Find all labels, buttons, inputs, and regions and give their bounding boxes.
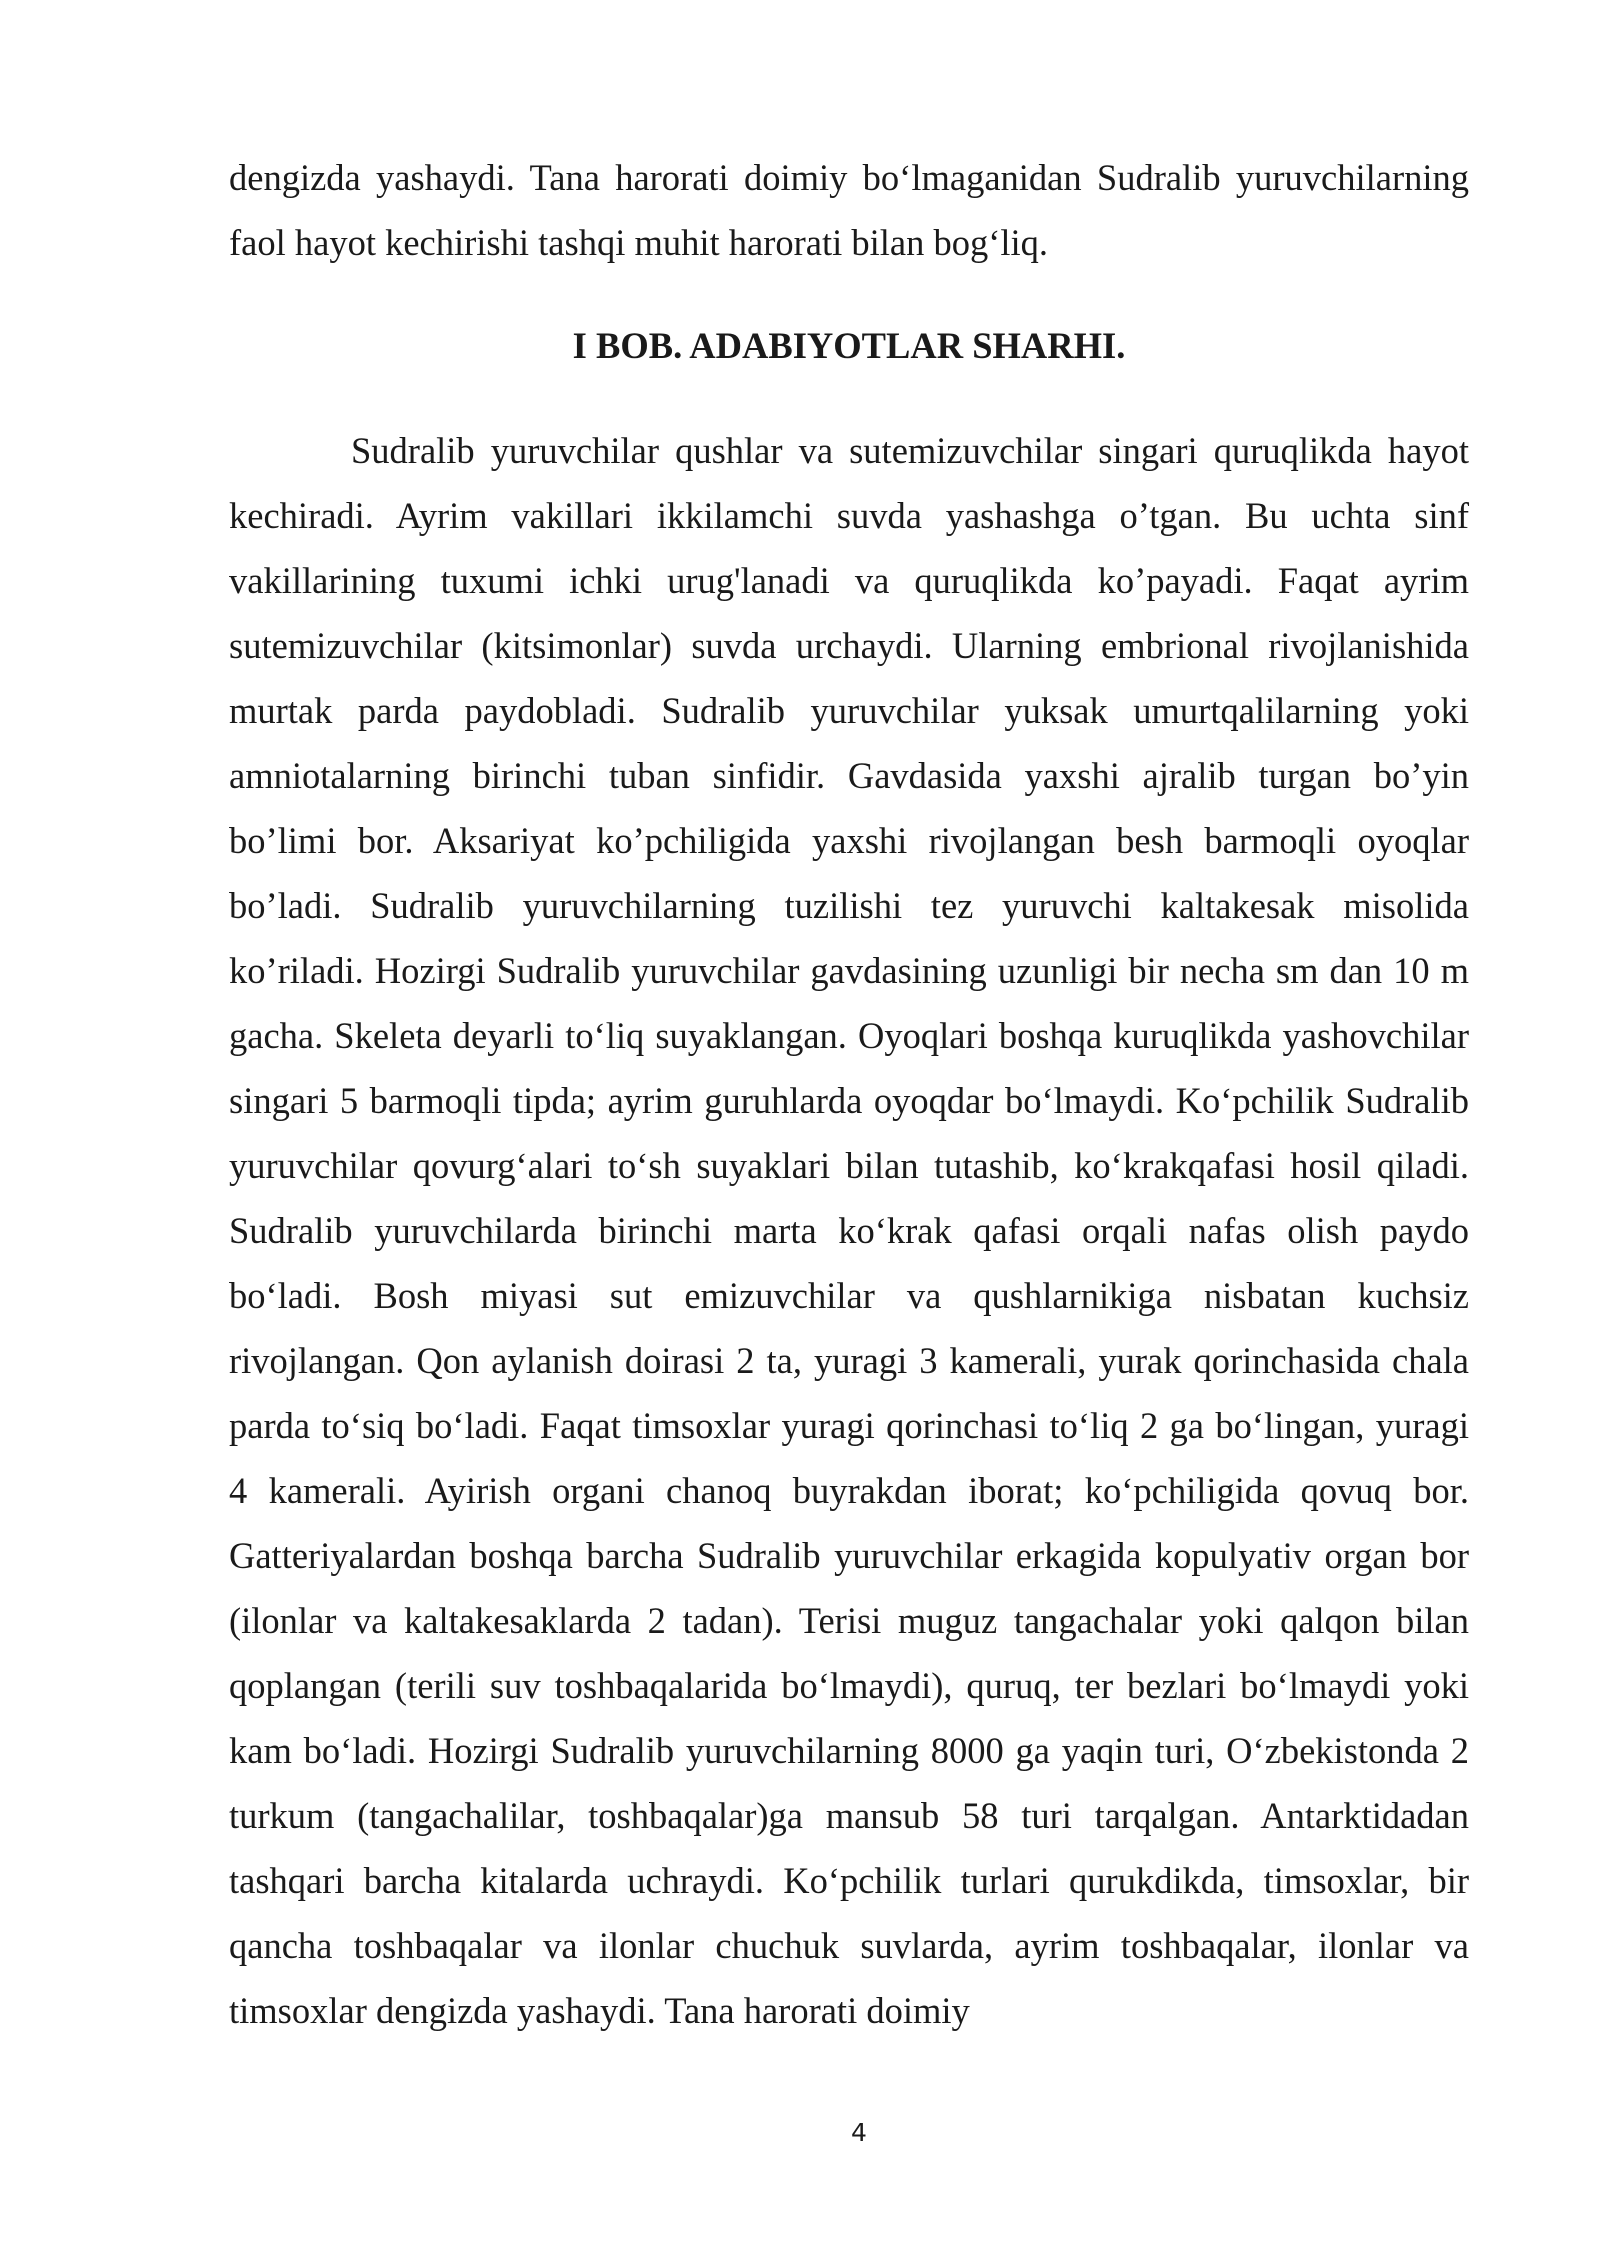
continuation-paragraph: dengizda yashaydi. Tana harorati doimiy bo‘lmaganidan Sudralib yuruvchilarning faol hayot kechirishi tashqi muhit harorati bilan bog‘liq. [229, 157, 1469, 263]
page-number: 4 [851, 2118, 867, 2147]
chapter-heading: I BOB. ADABIYOTLAR SHARHI. [572, 325, 1126, 366]
main-paragraph: Sudralib yuruvchilar qushlar va sutemizuvchilar singari quruqlikda hayot kechiradi. Ayrim vakillari ikkilamchi suvda yashashga o’tgan. Bu uchta sinf vakillarining tuxumi ichki urug'lanadi va quruqlikda ko’payadi. Faqat ayrim sutemizuvchilar (kitsimonlar) suvda urchaydi. Ularning embrional rivojlanishida murtak parda paydobladi. Sudralib yuruvchilar yuksak umurtqalilarning yoki amniotalarning birinchi tuban sinfidir. Gavdasida yaxshi ajralib turgan bo’yin bo’limi bor. Aksariyat ko’pchiligida yaxshi rivojlangan besh barmoqli oyoqlar bo’ladi. Sudralib yuruvchilarning tuzilishi tez yuruvchi kaltakesak misolida ko’riladi. Hozirgi Sudralib yuruvchilar gavdasining uzunligi bir necha sm dan 10 m gacha. Skeleta deyarli to‘liq suyaklangan. Oyoqlari boshqa kuruqlikda yashovchilar singari 5 barmoqli tipda; ayrim guruhlarda oyoqdar bo‘lmaydi. Ko‘pchilik Sudralib yuruvchilar qovurg‘alari to‘sh suyaklari bilan tutashib, ko‘krakqafasi hosil qiladi. Sudralib yuruvchilarda birinchi marta ko‘krak qafasi orqali nafas olish paydo bo‘ladi. Bosh miyasi sut emizuvchilar va qushlarnikiga nisbatan kuchsiz rivojlangan. Qon aylanish doirasi 2 ta, yuragi 3 kamerali, yurak qorinchasida chala parda to‘siq bo‘ladi. Faqat timsoxlar yuragi qorinchasi to‘liq 2 ga bo‘lingan, yuragi 4 kamerali. Ayirish organi chanoq buyrakdan iborat; ko‘pchiligida qovuq bor. Gatteriyalardan boshqa barcha Sudralib yuruvchilar erkagida kopulyativ organ bor (ilonlar va kaltakesaklarda 2 tadan). Terisi muguz tangachalar yoki qalqon bilan qoplangan (terili suv toshbaqalarida bo‘lmaydi), quruq, ter bezlari bo‘lmaydi yoki kam bo‘ladi. Hozirgi Sudralib yuruvchilarning 8000 ga yaqin turi, O‘zbekistonda 2 turkum (tangachalilar, toshbaqalar)ga mansub 58 turi tarqalgan. Antarktidadan tashqari barcha kitalarda uchraydi. Ko‘pchilik turlari qurukdikda, timsoxlar, bir qancha toshbaqalar va ilonlar chuchuk suvlarda, ayrim toshbaqalar, ilonlar va timsoxlar dengizda yashaydi. Tana harorati doimiy [229, 430, 1469, 2031]
